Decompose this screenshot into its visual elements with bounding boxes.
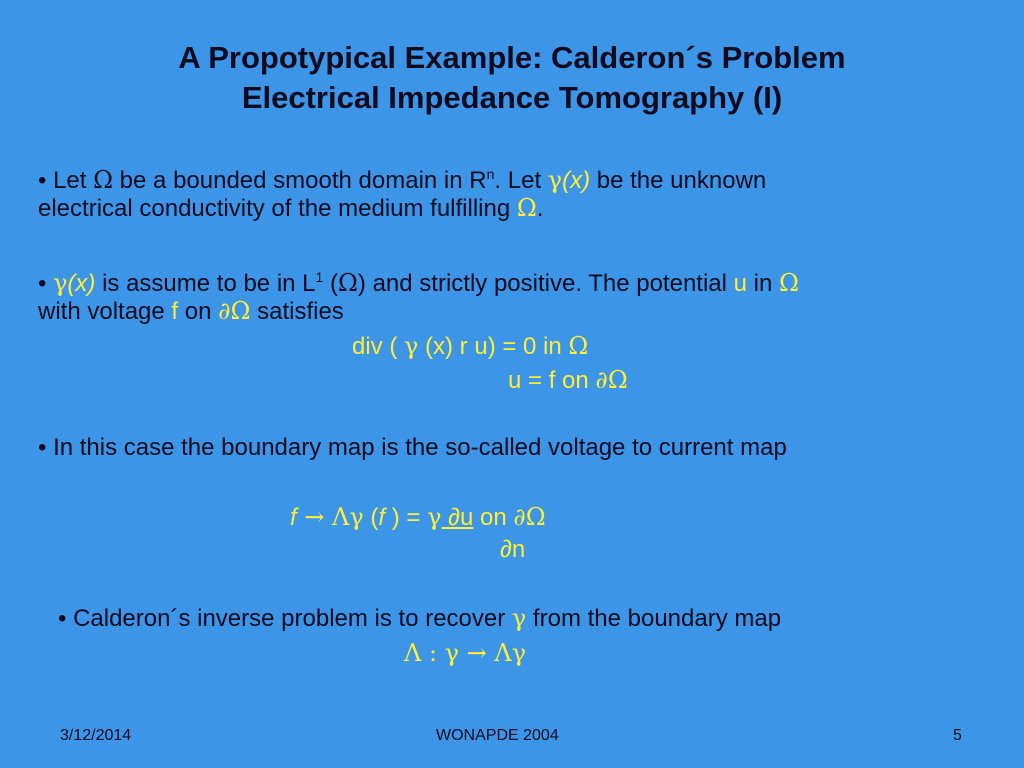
superscript: n xyxy=(486,166,495,182)
bullet-1-line-1 xyxy=(38,159,766,196)
text: (x) r u) = 0 in xyxy=(418,333,569,360)
title-line-1: A Propotypical Example: Calderon´s Problem xyxy=(178,40,846,75)
text: div ( xyxy=(352,333,405,360)
equation-dirichlet-neumann xyxy=(290,502,546,533)
gamma-symbol: γ xyxy=(427,503,442,531)
gamma-symbol: γ xyxy=(547,166,563,194)
boundary-symbol: ∂Ω xyxy=(513,503,546,531)
text: ) and strictly positive. The potential xyxy=(357,270,734,297)
u-variable: u xyxy=(733,270,748,297)
boundary-symbol: ∂Ω xyxy=(218,297,251,325)
bullet-2-line-2 xyxy=(38,296,344,327)
text: . Let xyxy=(494,167,548,194)
equation-divergence xyxy=(352,331,588,362)
text: from the boundary map xyxy=(526,605,782,632)
text: • xyxy=(38,270,54,297)
text: is assume to be in L xyxy=(95,270,316,297)
footer-date: 3/12/2014 xyxy=(60,727,132,744)
text: with voltage xyxy=(38,298,172,325)
text: be a bounded smooth domain in R xyxy=(113,167,487,194)
x-variable: (x) xyxy=(562,167,591,194)
equation-calderon-map: Λ : γ → Λγ xyxy=(404,639,527,667)
text: . xyxy=(536,195,544,222)
bullet-1-line-2 xyxy=(38,193,543,224)
omega-symbol: Ω xyxy=(779,269,799,297)
omega-symbol: Ω xyxy=(516,194,537,222)
text: in xyxy=(747,270,780,297)
superscript: 1 xyxy=(315,269,324,285)
text: ) = xyxy=(385,504,428,531)
text: • Let xyxy=(38,167,94,194)
gamma-symbol: γ xyxy=(511,604,527,632)
footer-event: WONAPDE 2004 xyxy=(436,727,559,744)
omega-symbol: Ω xyxy=(93,166,114,194)
text: ( xyxy=(363,504,379,531)
omega-symbol: Ω xyxy=(338,269,358,297)
title-line-2: Electrical Impedance Tomography (I) xyxy=(241,80,783,115)
text: on xyxy=(473,504,514,531)
footer-page-number: 5 xyxy=(953,727,962,744)
x-variable: (x) xyxy=(67,270,96,297)
equation-boundary-condition xyxy=(508,365,628,396)
boundary-symbol: ∂Ω xyxy=(595,366,628,394)
omega-symbol: Ω xyxy=(568,332,589,360)
equation-dn-denominator: ∂n xyxy=(500,536,526,563)
text: on xyxy=(178,298,219,325)
f-variable: f xyxy=(378,504,386,531)
du-numerator: ∂u xyxy=(441,504,474,531)
bullet-4 xyxy=(58,603,781,634)
gamma-symbol: γ xyxy=(404,332,419,360)
lambda-gamma-symbol: Λγ xyxy=(332,503,364,531)
f-variable: f xyxy=(290,504,297,531)
text: satisfies xyxy=(250,298,344,325)
slide-title xyxy=(0,38,1024,118)
arrow-symbol: → xyxy=(296,503,333,531)
f-variable: f xyxy=(171,298,179,325)
text: be the unknown xyxy=(590,167,767,194)
bullet-2-line-1 xyxy=(38,262,799,299)
text: electrical conductivity of the medium fulfilling xyxy=(38,195,517,222)
text: u = f on xyxy=(508,367,596,394)
text: ( xyxy=(323,270,338,297)
text: • Calderon´s inverse problem is to recover xyxy=(58,605,512,632)
gamma-symbol: γ xyxy=(53,269,68,297)
bullet-3: • In this case the boundary map is the so-called voltage to current map xyxy=(38,434,787,461)
